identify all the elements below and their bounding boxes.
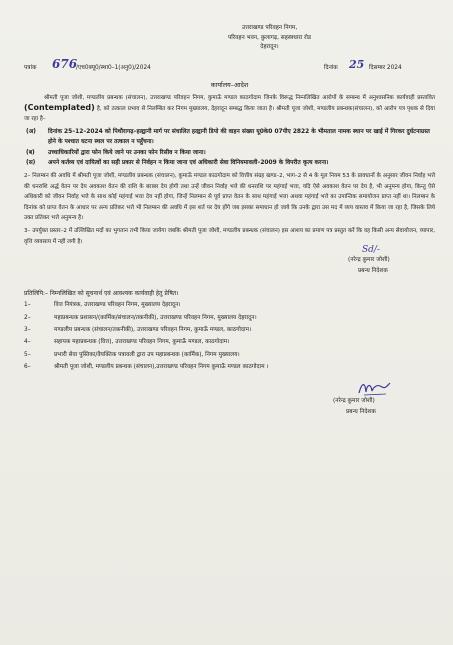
list-number: 5–: [24, 351, 31, 358]
reference-row: [24, 56, 435, 76]
handwritten-signature-icon: [356, 378, 392, 398]
ref-number-handwritten: 676: [52, 56, 78, 71]
charge-marker: (अ): [26, 128, 36, 135]
intro-emphasis: (Contemplated): [24, 102, 95, 112]
intro-paragraph: [24, 93, 435, 125]
org-city: देहरादून।: [260, 44, 279, 50]
list-item: [24, 299, 435, 311]
charge-text: उच्चाधिकारियों द्वारा फोन किये जाने पर उनका फोन रिसीव न किया जाना।: [48, 149, 206, 156]
list-number: 4–: [24, 339, 31, 346]
paragraph-2: 2– निलम्बन की अवधि में श्रीमती पूजा जोशी, मण्डलीय प्रबन्धक (संचालन), कुमाऊँ मण्डल काठगोदाम को वित्तीय संग्रह खण्ड–2, भाग–2 से 4 के मूल नियम 53 के प्रावधानों के अनुसार जीवन निर्वाह भत्ते की धनराशि अर्द्ध वेतन पर देय अवकाश वेतन की राशि के बराबर देय होगी तथा उन्हें जीवन निर्वाह भत्ते की धनराशि पर महंगाई भत्ता, यदि ऐसे अवकाश वेतन पर देय है, भी अनुमन्य होगा, किन्तु ऐसे अधिकारी को जीवन निर्वाह भत्ते के साथ कोई महंगाई भत्ता देय नहीं होगा, जिन्हें निलम्बन से पूर्व प्राप्त वेतन के साथ महंगाई भत्ता अथवा महंगाई भत्ते का उपान्तिक समायोजन प्राप्त नहीं था। निलम्बन के दिनांक को प्राप्त वेतन के आधार पर अन्य प्रतिकर भत्ते भी निलम्बन की अवधि में इस शर्त पर देय होंगे जब इसका समाधान हो जाये कि उनके द्वारा उस मद में व्यय वास्तव में किया जा रहा है, जिसके लिये उक्त प्रतिकर भत्ते अनुमन्य है।: [24, 173, 435, 221]
list-number: 2–: [24, 314, 31, 321]
signature-block-1: [24, 245, 435, 285]
document-title: कार्यालय–आदेश: [210, 80, 249, 89]
date-day-handwritten: 25: [349, 57, 365, 71]
list-text: महाप्रबन्धक प्रशासन/(कार्मिक/संचालन/तकनीकी), उत्तराखण्ड परिवहन निगम, मुख्यालय देहरादून।: [54, 314, 257, 321]
charge-text: अपने कर्तव्य एवं दायित्वों का सही प्रकार से निर्वहन न किया जाना एवं अधिकारी सेवा विनियमावली–2009 के विपरीत कृत्य करना।: [48, 159, 329, 166]
signatory-designation: प्रबन्ध निदेशक: [358, 268, 388, 275]
org-address: परिवहन भवन, कुलागढ़, सहस्त्रधारा रोड: [227, 34, 312, 41]
list-text: श्रीमती पूजा जोशी, मण्डलीय प्रबन्धक (संचालन),उत्तराखण्ड परिवहन निगम कुमाऊँ मण्डल काठगोदाम ।: [54, 364, 269, 371]
copy-to-list: [24, 299, 435, 373]
list-item: [24, 361, 435, 373]
list-item: [24, 324, 435, 336]
charge-text: दिनांक 25–12–2024 को पिथौरागढ़–हल्द्वानी मार्ग पर संचालित हल्द्वानी डिपो की वाहन संख्या यू0के0 07पीए 2822 के भीमताल नामक स्थान पर खाई में गिरकर दुर्घटनाग्रस्त होने के पश्चात घटना स्थल पर तत्काल न पहुँचना।: [48, 128, 430, 146]
list-number: 1–: [24, 302, 31, 309]
charge-item: [24, 148, 435, 158]
signatory-name: (नरेन्द्र कुमार जोशी): [333, 397, 375, 404]
charge-item: [24, 158, 435, 168]
signatory-name: (नरेन्द्र कुमार जोशी): [348, 257, 390, 264]
signature-block-2: [24, 380, 435, 420]
list-text: प्रभारी सेवा पुस्तिका/वैयक्तिक पत्रावली द्वारा उप महाप्रबन्धक (कार्मिक), निगम मुख्यालय।: [54, 351, 240, 358]
intro-part1: श्रीमती पूजा जोशी, मण्डलीय प्रबन्धक (संचालन), उत्तराखण्ड परिवहन निगम, कुमाऊँ मण्डल काठगोदाम जिनके विरूद्ध निम्नलिखित आरोपों के सम्बन्ध में अनुशासनिक कार्यवाही प्रस्तावित: [44, 94, 435, 101]
date-month-year: दिसम्बर 2024: [369, 64, 402, 71]
list-number: 3–: [24, 327, 31, 333]
ref-label: पत्रांक: [24, 64, 37, 71]
list-text: सहायक महाप्रबन्धक (वित्त), उत्तराखण्ड परिवहन निगम, कुमाऊँ मण्डल, काठगोदाम।: [54, 339, 230, 346]
intro-part2: है, को तत्काल प्रभाव से निलम्बित कर निगम मुख्यालय, देहरादून सम्बद्ध किया जाता है। श्रीमती पूजा जोशी, मण्डलीय प्रबन्धक(संचालन), को आरोप पत्र पृथक से दिया जा रहा है–: [24, 105, 435, 123]
signatory-designation: प्रबन्ध निदेशक: [346, 408, 376, 415]
list-text: वित्त नियंत्रक, उत्तराखण्ड परिवहन निगम, मुख्यालय देहरादून।: [54, 302, 181, 309]
copy-to-heading: प्रतिलिपि:– निम्नलिखित को सूचनार्थ एवं आवश्यक कार्यवाही हेतु प्रेषित।: [24, 290, 179, 298]
charge-item: [24, 127, 435, 148]
signature-mark: Sd/-: [362, 245, 380, 256]
letterhead: [104, 24, 435, 53]
list-item: [24, 336, 435, 348]
list-number: 6–: [24, 364, 31, 371]
charges-list: [24, 127, 435, 169]
charge-marker: (ब): [26, 149, 35, 156]
paragraph-3: 3– उपर्युक्त प्रस्तर–2 में उल्लिखित मदों का भुगतान तभी किया जायेगा जबकि श्रीमती पूजा जोशी, मण्डलीय प्रबन्धक (संचालन) इस आशय का प्रमाण पत्र प्रस्तुत करें कि वह किसी अन्य सेवायोजन, व्यापार, वृत्ति व्यवसाय में नहीं लगी है।: [24, 228, 435, 245]
date-label: दिनांक: [324, 64, 338, 71]
charge-marker: (स): [26, 159, 36, 166]
org-name: उत्तराखण्ड परिवहन निगम,: [241, 25, 298, 31]
list-item: [24, 349, 435, 361]
list-text: मण्डलीय प्रबन्धक (संचालन/तकनीकी), उत्तराखण्ड परिवहन निगम, कुमाऊँ मण्डल, काठगोदाम।: [54, 327, 252, 333]
list-item: [24, 312, 435, 324]
ref-code: /एच0क्यू0/स्था0–1(अनु0)/2024: [76, 64, 151, 71]
